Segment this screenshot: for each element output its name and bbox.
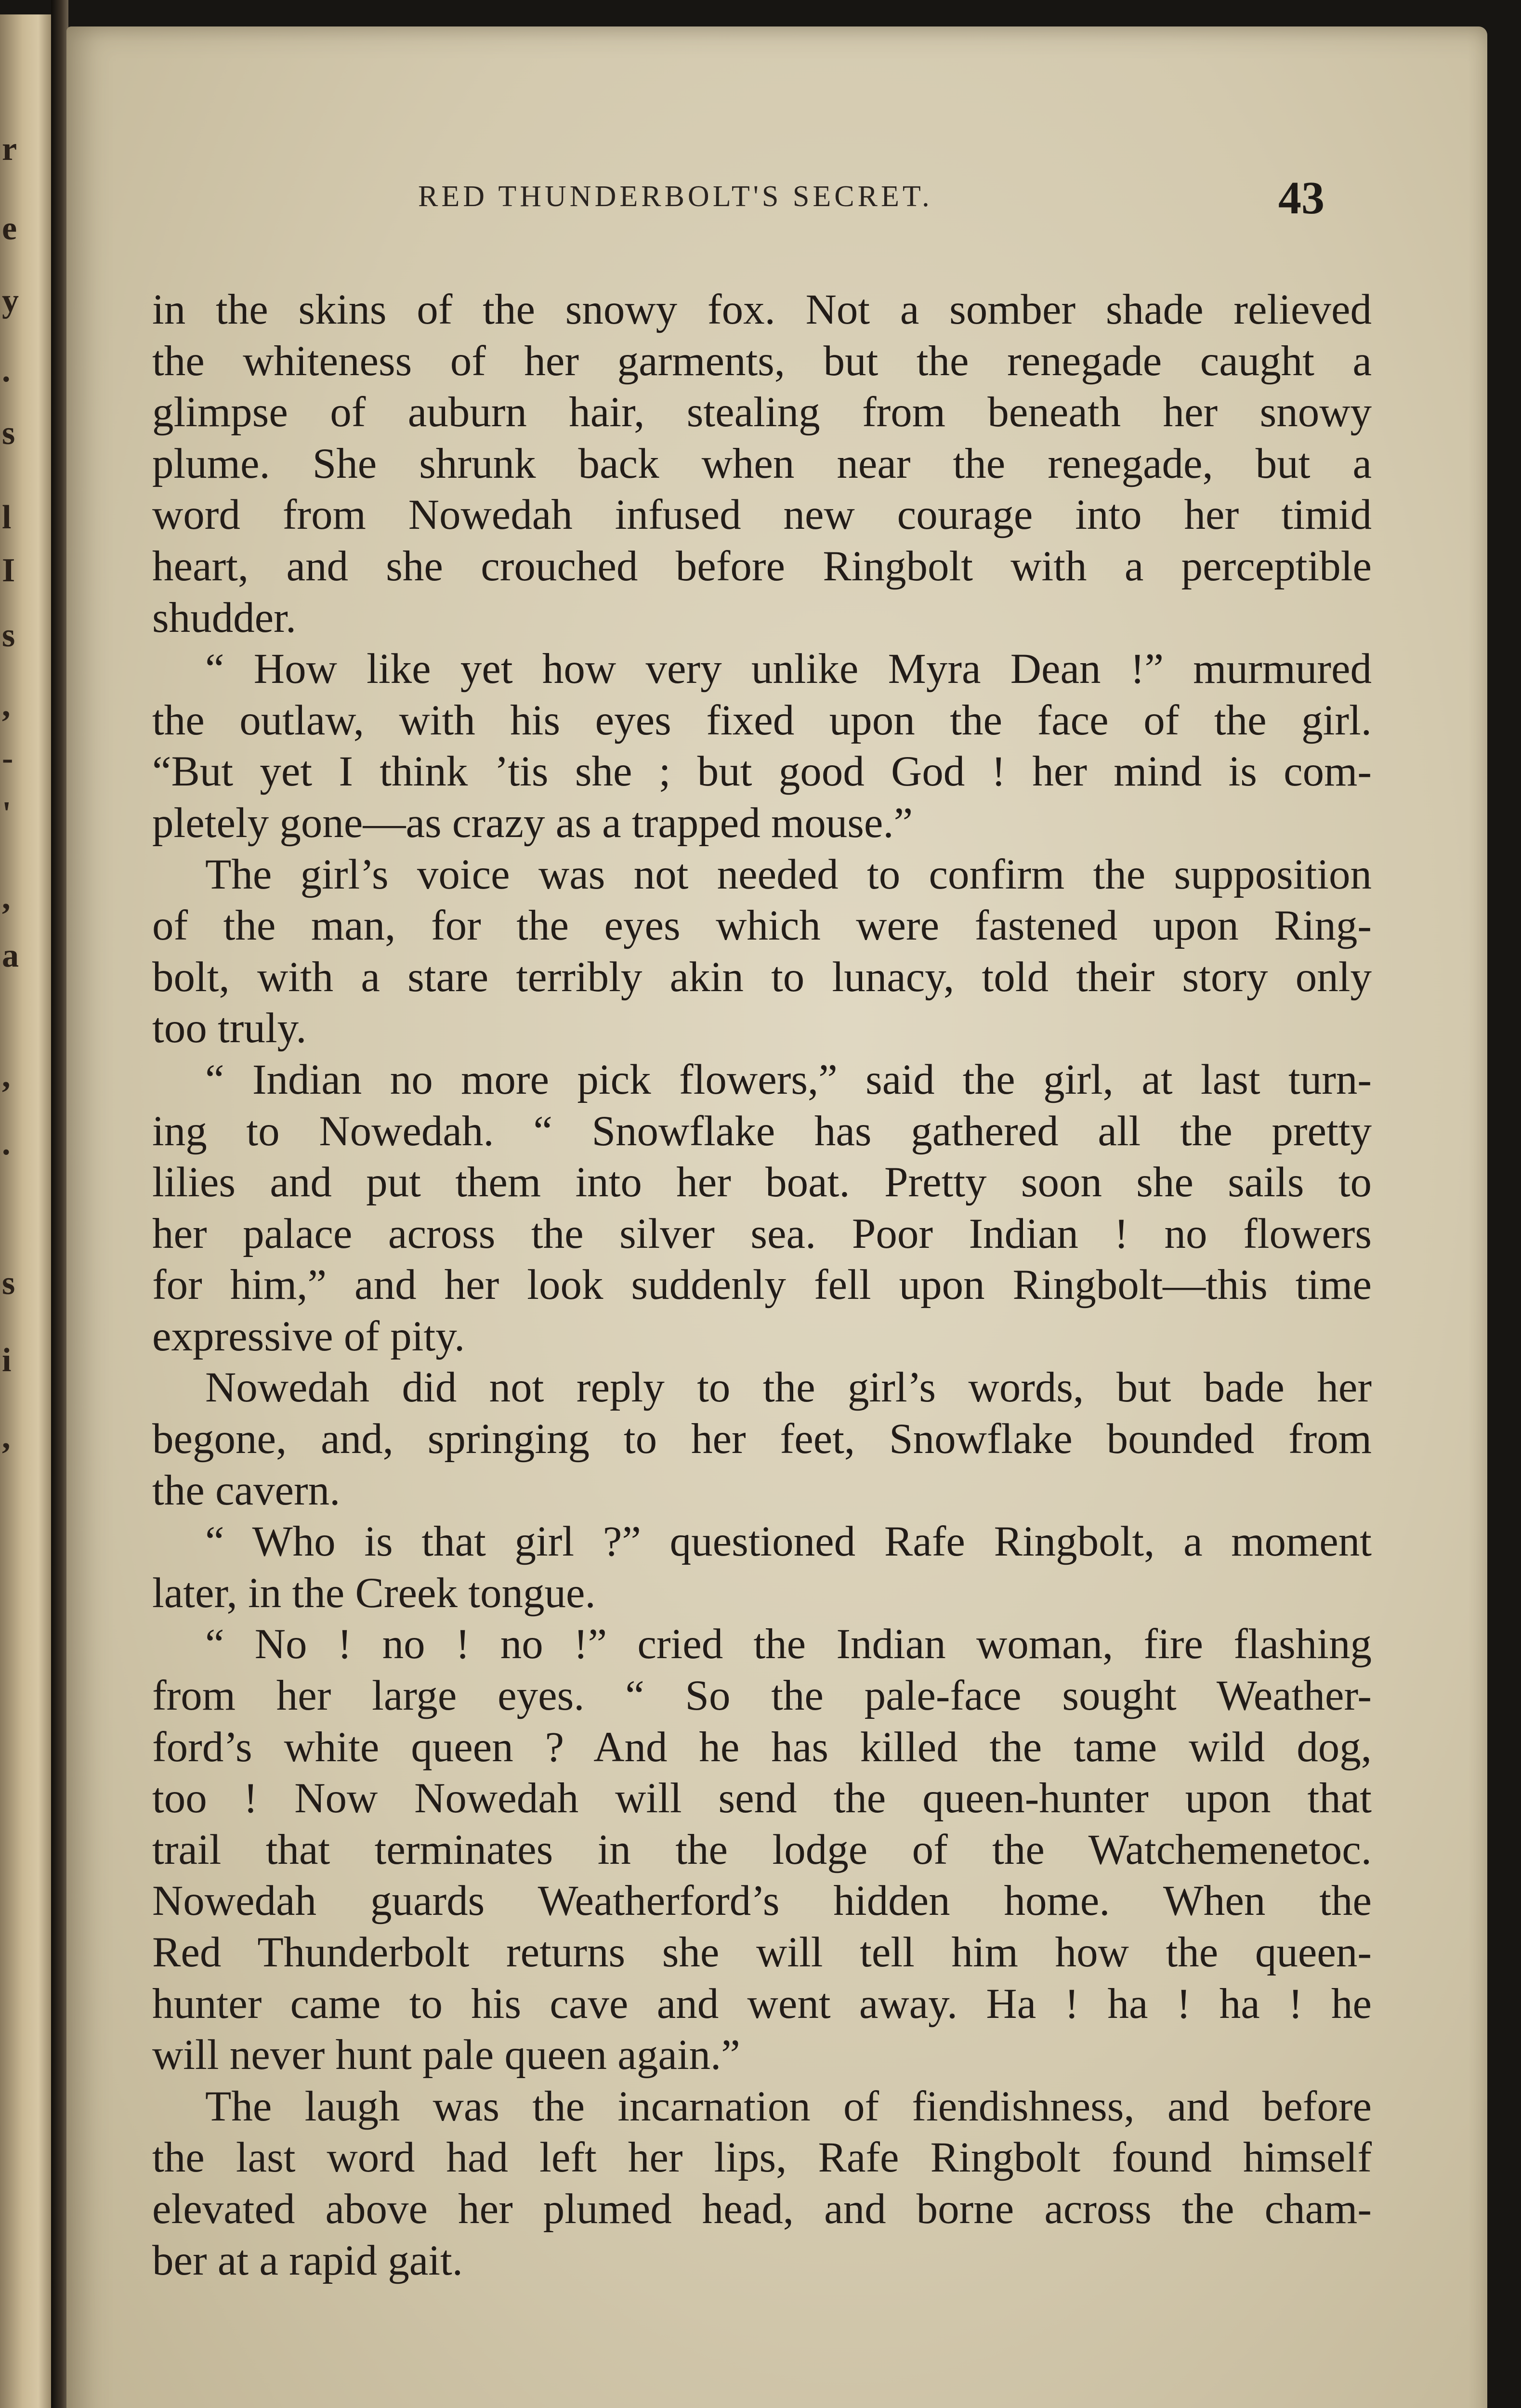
text-line: elevated above her plumed head, and borne across the cham- [152,2185,1372,2233]
text-line: “ Who is that girl ?” questioned Rafe Ringbolt, a moment [205,1518,1372,1566]
text-line: glimpse of auburn hair, stealing from beneath her snowy [152,389,1372,436]
text-line: lilies and put them into her boat. Pretty soon she sails to [152,1159,1372,1206]
left-page-fragment: e [2,210,17,247]
text-line: will never hunt pale queen again.” [152,2031,740,2079]
text-line: ing to Nowedah. “ Snowflake has gathered all the pretty [152,1107,1372,1155]
text-line: pletely gone—as crazy as a trapped mouse.” [152,799,913,847]
text-line: too truly. [152,1005,307,1052]
text-line: for him,” and her look suddenly fell upon Ringbolt—this time [152,1261,1372,1309]
left-page-fragment: i [2,1342,12,1379]
text-line: “ No ! no ! no !” cried the Indian woman, fire flashing [205,1621,1372,1668]
text-line: Red Thunderbolt returns she will tell him how the queen- [152,1929,1372,1976]
text-line: of the man, for the eyes which were fastened upon Ring- [152,902,1372,950]
body-text [152,284,1372,2286]
left-page-edge [0,14,51,2408]
left-page-fragment: , [2,1419,11,1456]
text-line: The laugh was the incarnation of fiendishness, and before [205,2082,1372,2130]
text-line: bolt, with a stare terribly akin to lunacy, told their story only [152,953,1372,1001]
left-page-fragment: . [2,352,11,389]
text-line: The girl’s voice was not needed to confirm the supposition [205,851,1372,898]
left-page-fragment: - [2,740,13,777]
text-line: ber at a rapid gait. [152,2237,463,2284]
text-line: later, in the Creek tongue. [152,1569,596,1617]
text-line: the cavern. [152,1466,341,1514]
text-line: “ Indian no more pick flowers,” said the girl, at last turn- [205,1056,1372,1103]
left-page-fragment: l [2,499,12,536]
text-line: the whiteness of her garments, but the renegade caught a [152,337,1372,385]
text-line: heart, and she crouched before Ringbolt with a perceptible [152,542,1372,590]
left-page-fragment: ' [2,795,12,832]
text-line: the last word had left her lips, Rafe Ringbolt found himself [152,2134,1372,2182]
text-line: “But yet I think ’tis she ; but good God ! her mind is com- [152,748,1372,796]
text-line: shudder. [152,594,297,641]
left-page-fragment: I [2,552,15,589]
text-line: in the skins of the snowy fox. Not a somber shade relieved [152,286,1372,333]
text-line: Nowedah guards Weatherford’s hidden home. When the [152,1877,1372,1925]
left-page-fragment: y [2,282,19,319]
left-page-fragment: , [2,1058,11,1095]
book-gutter [51,0,68,2408]
left-page-fragment: s [2,415,15,452]
left-page-fragment: s [2,1265,15,1302]
left-page-fragment: r [2,131,17,168]
left-page-fragment: , [2,879,11,916]
left-page-fragment: , [2,687,11,724]
text-line: from her large eyes. “ So the pale-face sought Weather- [152,1672,1372,1720]
left-page-fragment: a [2,937,19,974]
text-line: “ How like yet how very unlike Myra Dean !” murmured [205,645,1372,693]
text-line: her palace across the silver sea. Poor Indian ! no flowers [152,1210,1372,1257]
text-line: begone, and, springing to her feet, Snowflake bounded from [152,1415,1372,1463]
text-line: expressive of pity. [152,1312,465,1360]
text-line: word from Nowedah infused new courage into her timid [152,491,1372,539]
book-page [66,26,1487,2408]
text-line: the outlaw, with his eyes fixed upon the face of the girl. [152,696,1372,744]
text-line: trail that terminates in the lodge of the Watchemenetoc. [152,1826,1372,1873]
text-line: Nowedah did not reply to the girl’s words, but bade her [205,1364,1372,1412]
text-line: hunter came to his cave and went away. Ha ! ha ! ha ! he [152,1980,1372,2028]
running-head: RED THUNDERBOLT'S SECRET. [418,180,933,213]
page-number: 43 [1278,172,1324,223]
left-page-fragment: s [2,617,15,654]
text-line: plume. She shrunk back when near the renegade, but a [152,440,1372,487]
left-page-fragment: . [2,1125,11,1162]
text-line: too ! Now Nowedah will send the queen-hunter upon that [152,1775,1372,1822]
text-line: ford’s white queen ? And he has killed the tame wild dog, [152,1723,1372,1771]
